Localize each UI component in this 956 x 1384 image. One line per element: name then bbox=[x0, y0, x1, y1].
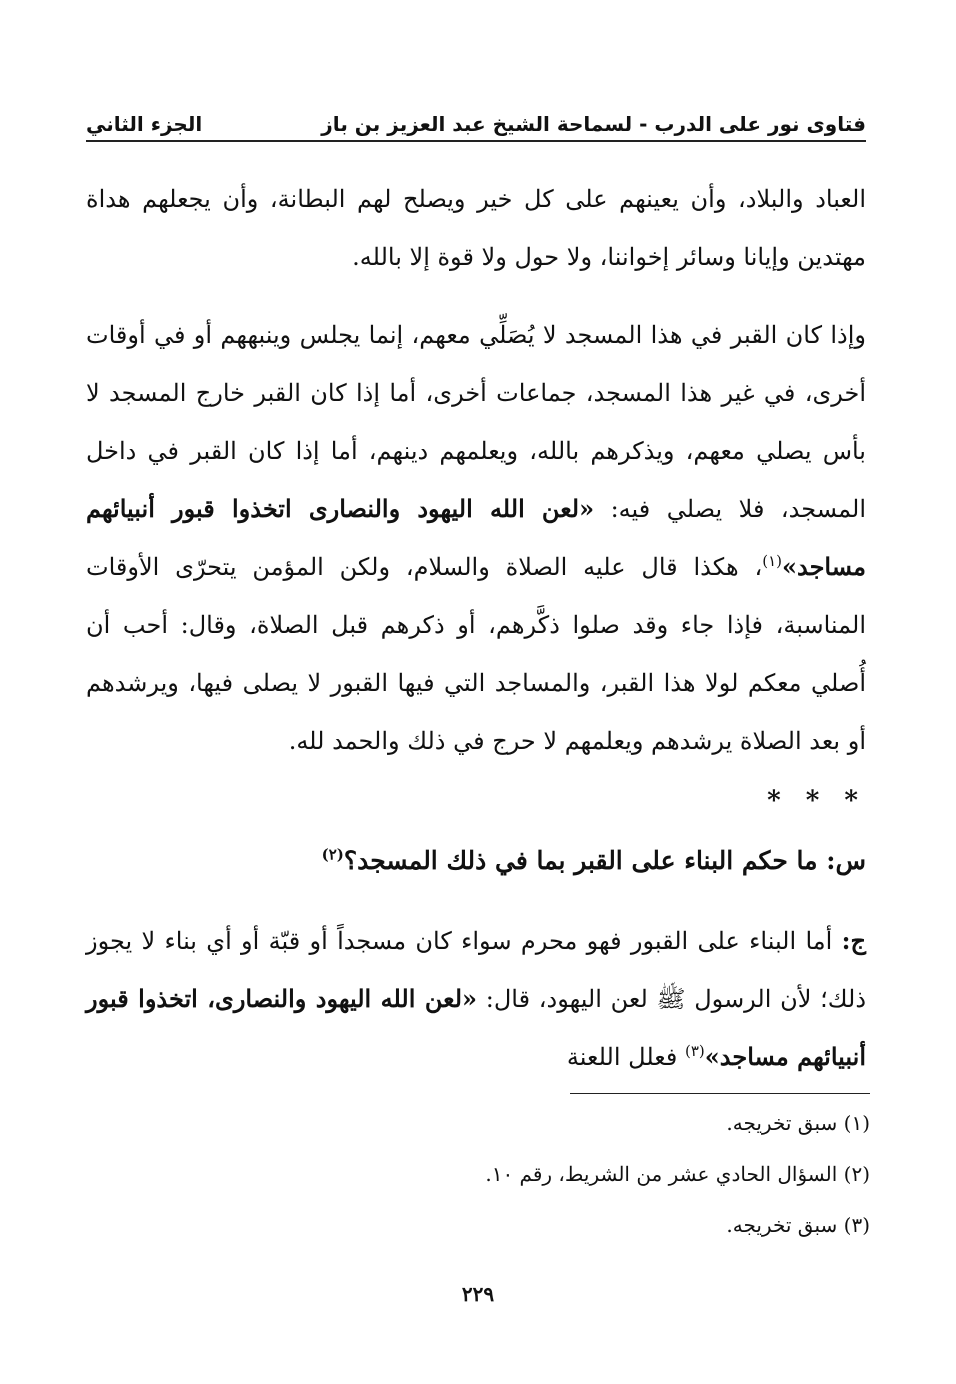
hadith-quote: «لعن الله اليهود والنصارى اتخذوا قبور أنبيائهم مساجد» bbox=[86, 494, 867, 581]
question bbox=[86, 832, 866, 890]
footnote-separator bbox=[570, 1093, 870, 1094]
answer-label: ج: bbox=[841, 926, 866, 955]
footnote-ref[interactable]: (٢) bbox=[321, 845, 344, 864]
page-number: ٢٢٩ bbox=[461, 1282, 495, 1306]
answer-text: أما البناء على القبور فهو محرم سواء كان مسجداً أو قبّة أو أي بناء لا يجوز ذلك؛ لأن الرسول ﷺ لعن اليهود، قال: bbox=[86, 927, 867, 1013]
footnote-ref[interactable]: (١) bbox=[762, 552, 782, 570]
footnote-item: (١) سبق تخريجه. bbox=[726, 1111, 870, 1135]
book-title: فتاوى نور على الدرب - لسماحة الشيخ عبد العزيز بن باز bbox=[321, 112, 866, 136]
main-text bbox=[86, 170, 866, 1086]
answer bbox=[86, 912, 866, 1086]
question-text: ما حكم البناء على القبر بما في ذلك المسجد؟ bbox=[343, 846, 818, 875]
footnotes bbox=[90, 1098, 870, 1251]
paragraph-text: وإذا كان القبر في هذا المسجد لا يُصَلِّي معهم، إنما يجلس وينبههم أو في أوقات أخرى، في غير هذا المسجد، جماعات أخرى، أما إذا كان القبر خارج المسجد لا بأس يصلي معهم، ويذكرهم بالله، ويعلمهم دينهم، أما إذا كان القبر في داخل المسجد، فلا يصلي فيه: bbox=[86, 321, 866, 523]
paragraph: العباد والبلاد، وأن يعينهم على كل خير ويصلح لهم البطانة، وأن يجعلهم هداة مهتدين وإيانا وسائر إخواننا، ولا حول ولا قوة إلا بالله. bbox=[86, 185, 866, 271]
footnote-item: (٣) سبق تخريجه. bbox=[726, 1213, 870, 1237]
hadith-quote: «لعن الله اليهود والنصارى، اتخذوا قبور أنبيائهم مساجد» bbox=[86, 984, 866, 1071]
volume-label: الجزء الثاني bbox=[86, 112, 203, 136]
running-header bbox=[86, 100, 866, 142]
paragraph bbox=[86, 306, 866, 770]
question-label: س: bbox=[826, 846, 866, 875]
answer-text: فعلل اللعنة bbox=[566, 1043, 678, 1071]
footnote-item: (٢) السؤال الحادي عشر من الشريط، رقم ١٠. bbox=[485, 1162, 870, 1186]
paragraph-text: ، هكذا قال عليه الصلاة والسلام، ولكن المؤمن يتحرّى الأوقات المناسبة، فإذا جاء وقد صلوا ذكَّرهم، أو ذكرهم قبل الصلاة، وقال: أحب أن أُصلي معكم لولا هذا القبر، والمساجد التي فيها القبور لا يصلى فيها، ويرشدهم أو بعد الصلاة يرشدهم ويعلمهم لا حرج في ذلك والحمد لله. bbox=[86, 553, 866, 755]
section-divider: * * * bbox=[767, 786, 866, 816]
footnote-ref[interactable]: (٣) bbox=[684, 1042, 705, 1060]
